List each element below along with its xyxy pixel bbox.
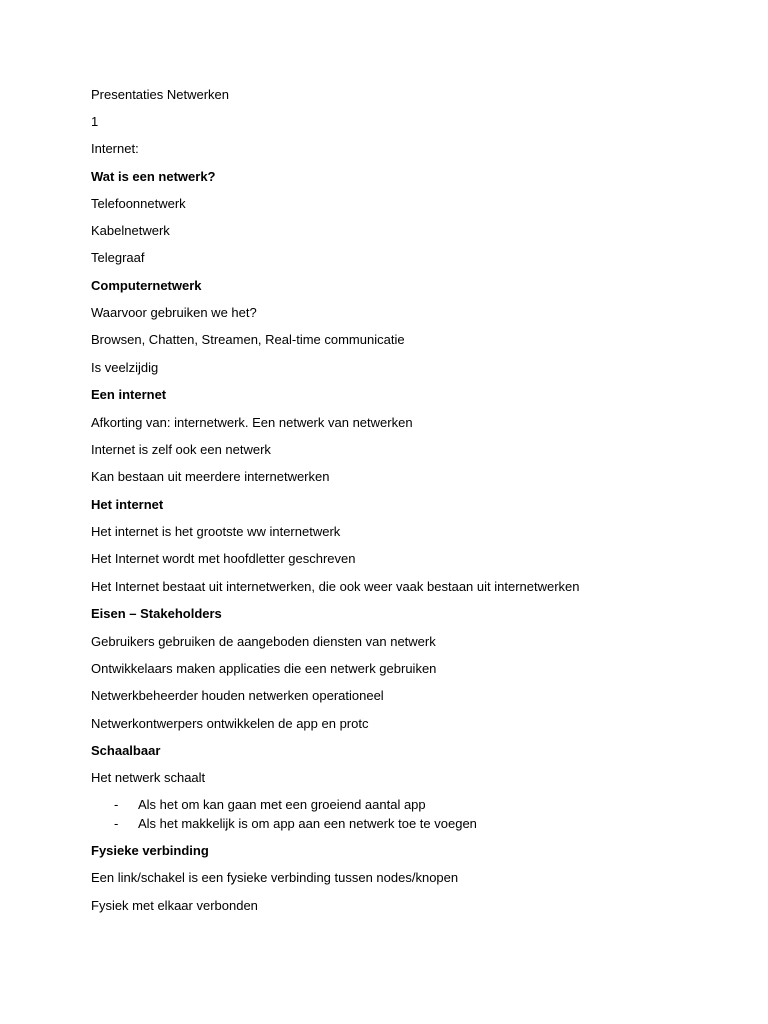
bullet-marker: -	[114, 816, 119, 831]
paragraph-line: Internet is zelf ook een netwerk	[91, 442, 271, 457]
heading-wat-is-een-netwerk: Wat is een netwerk?	[91, 169, 216, 184]
heading-een-internet: Een internet	[91, 387, 167, 402]
paragraph-line: Afkorting van: internetwerk. Een netwerk van netwerken	[91, 415, 413, 430]
heading-het-internet: Het internet	[91, 497, 164, 512]
list-item: Als het makkelijk is om app aan een netwerk toe te voegen	[138, 816, 477, 831]
paragraph-line: Het Internet wordt met hoofdletter geschreven	[91, 551, 356, 566]
paragraph-line: Het netwerk schaalt	[91, 770, 206, 785]
paragraph-line: Gebruikers gebruiken de aangeboden diensten van netwerk	[91, 634, 436, 649]
document-title: Presentaties Netwerken	[91, 87, 230, 102]
paragraph-line: Is veelzijdig	[91, 360, 159, 375]
paragraph-line: Waarvoor gebruiken we het?	[91, 305, 257, 320]
heading-fysieke-verbinding: Fysieke verbinding	[91, 843, 209, 858]
paragraph-line: Het internet is het grootste ww internetwerk	[91, 524, 341, 539]
paragraph-line: Fysiek met elkaar verbonden	[91, 898, 258, 913]
paragraph-line: Ontwikkelaars maken applicaties die een netwerk gebruiken	[91, 661, 437, 676]
paragraph-line: Netwerkbeheerder houden netwerken operationeel	[91, 688, 384, 703]
bullet-marker: -	[114, 797, 119, 812]
paragraph-line: Het Internet bestaat uit internetwerken, die ook weer vaak bestaan uit internetwerken	[91, 579, 580, 594]
paragraph-line: Kan bestaan uit meerdere internetwerken	[91, 469, 330, 484]
list-item: Als het om kan gaan met een groeiend aantal app	[138, 797, 426, 812]
heading-schaalbaar: Schaalbaar	[91, 743, 161, 758]
paragraph-line: Telefoonnetwerk	[91, 196, 186, 211]
paragraph-line: Browsen, Chatten, Streamen, Real-time communicatie	[91, 332, 405, 347]
paragraph-line: Kabelnetwerk	[91, 223, 170, 238]
paragraph-line: Telegraaf	[91, 250, 145, 265]
heading-eisen-stakeholders: Eisen – Stakeholders	[91, 606, 222, 621]
heading-computernetwerk: Computernetwerk	[91, 278, 202, 293]
page-number: 1	[91, 114, 99, 129]
section-intro: Internet:	[91, 141, 139, 156]
paragraph-line: Een link/schakel is een fysieke verbinding tussen nodes/knopen	[91, 870, 459, 885]
paragraph-line: Netwerkontwerpers ontwikkelen de app en protc	[91, 716, 369, 731]
